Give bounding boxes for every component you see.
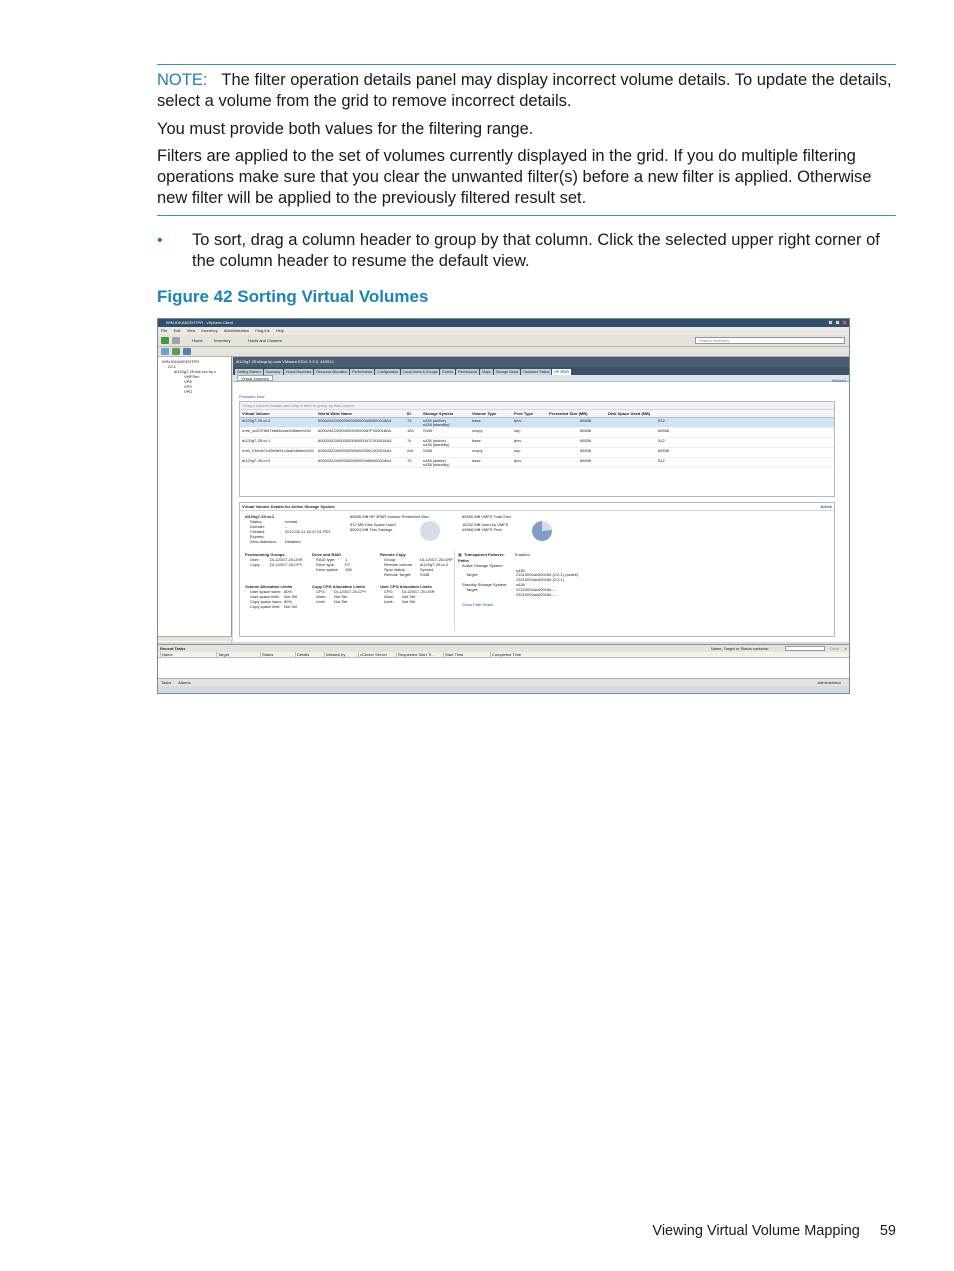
- created-label: Created:: [250, 529, 266, 534]
- inventory-tree: [158, 357, 232, 642]
- tree-vcenter[interactable]: WIN-IDKA8CEHTPR: [162, 359, 200, 364]
- menu-edit[interactable]: Edit: [173, 328, 181, 333]
- csl-label: Copy space limit:: [250, 604, 281, 609]
- cell-type: base: [472, 457, 481, 463]
- created-value: 2012-06-11 16:47:51 PDT: [285, 529, 331, 534]
- nav-hosts-clusters[interactable]: Hosts and Clusters: [248, 338, 282, 343]
- tab-hardware-status[interactable]: Hardware Status: [523, 370, 550, 374]
- cell-sys-standby: s438 (standby): [423, 462, 450, 467]
- forward-icon[interactable]: [172, 337, 180, 344]
- copy-cpg-warn-value: Not Set: [334, 594, 348, 599]
- close-icon[interactable]: [842, 320, 847, 325]
- cell-prov: snp: [514, 447, 521, 453]
- menu-bar: [158, 327, 849, 335]
- cell-id: 75: [407, 457, 412, 463]
- refresh-link[interactable]: Refresh: [831, 378, 846, 383]
- col-presented-size[interactable]: Presented Size (MB): [549, 411, 588, 416]
- paths-heading: Paths: [458, 558, 469, 563]
- cell-size: 65536: [580, 447, 592, 453]
- table-row[interactable]: [240, 428, 834, 438]
- cell-size: 65536: [580, 417, 592, 423]
- user-cpg-value: DL120G7-25-USR: [270, 557, 303, 562]
- add-host-icon[interactable]: [161, 348, 169, 355]
- thin-savings: 65024 MB Thin Savings: [350, 527, 393, 532]
- vsphere-screenshot: [157, 318, 850, 694]
- col-volume-type[interactable]: Volume Type: [472, 411, 497, 416]
- menu-help[interactable]: Help: [275, 328, 284, 333]
- expires-label: Expires:: [250, 534, 265, 539]
- minimize-icon[interactable]: [828, 320, 833, 325]
- drive-raid-heading: Drive and RAID: [312, 552, 342, 557]
- menu-administration[interactable]: Administration: [223, 328, 250, 333]
- note-paragraph: [157, 70, 899, 112]
- details-heading: [240, 503, 834, 511]
- tcol-start[interactable]: Start Time: [445, 652, 464, 657]
- figure-caption: Figure 42 Sorting Virtual Volumes: [157, 287, 429, 306]
- user-cpg-name-value: DL120G7-25-USR: [402, 589, 435, 594]
- object-header: dl120g7-25.sfaqa.hp.com VMware ESXi, 5.0.0, 469512: [233, 357, 850, 367]
- cell-id: 7c: [407, 437, 412, 443]
- usl-value: Not Set: [284, 594, 298, 599]
- cell-prov: tpvv: [514, 417, 522, 423]
- tasks-columns: [158, 652, 849, 658]
- grid-header: [240, 410, 834, 418]
- cell-prov: snp: [514, 427, 521, 433]
- active-target-1: 21010002ac0001b6 (2:2:1) (active): [516, 572, 579, 577]
- rc-sync-value: Synced: [420, 567, 434, 572]
- tab-maps[interactable]: Maps: [482, 370, 491, 374]
- col-wwn[interactable]: World Wide Name: [318, 411, 352, 416]
- cell-used: 65536: [658, 427, 670, 433]
- raid-value: 1: [345, 557, 348, 562]
- status-value: normal: [285, 519, 298, 524]
- bullet-text: To sort, drag a column header to group by that column. Click the selected upper right corner of the column header to resume the default view.: [192, 231, 880, 270]
- cell-type: base: [472, 437, 481, 443]
- volumes-grid: [239, 401, 835, 497]
- vv-name: dl120g7-25.vv.2: [245, 514, 275, 519]
- col-virtual-volume[interactable]: Virtual Volume: [242, 411, 270, 416]
- volume-pie-chart: [420, 521, 440, 541]
- tree-vm-1[interactable]: VMFSev: [184, 374, 200, 379]
- cell-sys: S436: [423, 447, 433, 453]
- note-top-rule: [157, 64, 896, 65]
- table-row[interactable]: [240, 458, 834, 468]
- alarms-tab[interactable]: Alarms: [178, 680, 191, 685]
- cell-used: 512: [658, 417, 665, 423]
- table-row[interactable]: [240, 418, 834, 428]
- search-input[interactable]: [695, 337, 845, 344]
- cell-vv: dl120g7-25.vv.2: [242, 417, 271, 423]
- cell-size: 65536: [580, 457, 592, 463]
- user-cpg-name-label: CPG:: [384, 589, 394, 594]
- usw-value: 80%: [284, 589, 293, 594]
- cell-vv: rmm_zcl237fb67e8d5c4ee2d6dee41W: [242, 427, 311, 433]
- tcol-name[interactable]: Name: [162, 652, 173, 657]
- cell-type: base: [472, 417, 481, 423]
- col-disk-used[interactable]: Disk Space Used (MB): [608, 411, 651, 416]
- vmfs-pie-chart: [532, 521, 552, 541]
- cell-id: 72: [407, 417, 412, 423]
- drive-speed-label: Drive speed:: [316, 567, 339, 572]
- details-heading-text: Virtual Volume Details for Active Storage System: [242, 504, 335, 509]
- copy-cpg-limit-value: Not Set: [334, 599, 348, 604]
- page-footer: [0, 1223, 896, 1239]
- tab-permissions[interactable]: Permissions: [458, 370, 478, 374]
- recent-tasks-title: Recent Tasks: [160, 646, 186, 651]
- tcol-details[interactable]: Details: [297, 652, 310, 657]
- cell-prov: tpvv: [514, 457, 522, 463]
- copy-cpg-limit-label: Limit:: [316, 599, 326, 604]
- tab-getting-started[interactable]: Getting Started: [237, 370, 261, 374]
- cell-wwn: 60002AC0000000000000200C000018A4: [318, 447, 392, 453]
- cell-wwn: 60002AC0000000000000040B000018A4: [318, 417, 392, 423]
- page-number: 59: [879, 1223, 896, 1239]
- cell-type: vcopy: [472, 427, 483, 433]
- usl-label: User space limit:: [250, 594, 280, 599]
- user-cpg-warn-label: Warn:: [384, 594, 395, 599]
- task-filter-input[interactable]: [785, 646, 825, 651]
- note-text: The filter operation details panel may display incorrect volume details. To update the details, select a volume from the grid to remove incorrect details.: [157, 71, 892, 110]
- status-label: Status:: [250, 519, 263, 524]
- note-label: NOTE:: [157, 71, 208, 89]
- failover-icon: ▦: [458, 552, 462, 557]
- task-clear-button[interactable]: Clear: [829, 646, 839, 651]
- standby-target-1: 22210002ac0001b6 ---: [516, 587, 557, 592]
- standby-ss-value: s438: [516, 582, 525, 587]
- tab-resource-allocation[interactable]: Resource Allocation: [316, 370, 348, 374]
- cell-vv: dl120g7-25.vv.1: [242, 437, 271, 443]
- tab-storage-views[interactable]: Storage Views: [495, 370, 519, 374]
- alerts-link[interactable]: Alerts: [820, 504, 832, 509]
- tree-vm-4[interactable]: VPD: [184, 389, 193, 394]
- cell-sys: s436 (active): [423, 437, 446, 443]
- table-row[interactable]: [240, 438, 834, 448]
- tree-datacenter[interactable]: DC1: [168, 364, 177, 369]
- group-drop-area[interactable]: Drag a column header and drop it here to group by that column: [240, 402, 834, 410]
- menu-inventory[interactable]: Inventory: [201, 328, 218, 333]
- rc-target-label: Remote Target:: [384, 572, 412, 577]
- tab-virtual-machines[interactable]: Virtual Machines: [285, 370, 312, 374]
- main-panel: [233, 357, 850, 642]
- standby-target-2: 23210002ac0001b6 ---: [516, 592, 557, 597]
- user-cpg-label: User:: [250, 557, 260, 562]
- tree-vm-2[interactable]: VP8: [184, 379, 192, 384]
- tcol-status[interactable]: Status: [262, 652, 274, 657]
- zero-detection-label: Zero-detection:: [250, 539, 277, 544]
- active-ss-label: Active Storage System:: [462, 563, 504, 568]
- task-filter-label: Name, Target or Status contains:: [710, 646, 769, 651]
- menu-view[interactable]: View: [186, 328, 196, 333]
- recent-tasks-panel: [158, 644, 849, 686]
- user-cpg-heading: User CPG Allocation Limits: [380, 584, 432, 589]
- vmfs-total: 65280 MB VMFS Total Size: [462, 514, 511, 519]
- cell-sys: s436 (active): [423, 457, 446, 463]
- window-title: [158, 319, 849, 327]
- drive-type-value: FC: [345, 562, 351, 567]
- nav-home[interactable]: Home: [192, 338, 203, 343]
- rc-group-value: DL120G7-25-GRP: [420, 557, 453, 562]
- footer-section: Viewing Virtual Volume Mapping: [652, 1223, 860, 1239]
- bullet-icon: •: [157, 232, 163, 249]
- cell-sys-standby: s438 (standby): [423, 422, 450, 427]
- prov-groups-heading: Provisioning Groups: [245, 552, 285, 557]
- cell-vv: dl120g7-25.vv.0: [242, 457, 271, 463]
- cell-size: 65536: [580, 437, 592, 443]
- refresh-icon[interactable]: [172, 348, 180, 355]
- tf-value: Enabled: [515, 552, 530, 557]
- tcol-initiated[interactable]: Initiated by: [326, 652, 346, 657]
- domain-value: -: [285, 524, 287, 529]
- tasks-tab[interactable]: Tasks: [161, 680, 172, 685]
- menu-file[interactable]: File: [161, 328, 168, 333]
- note-bottom-rule: [157, 215, 896, 216]
- cell-sys-standby: s438 (standby): [423, 442, 450, 447]
- standby-target-label: Target:: [466, 587, 479, 592]
- cell-vv: rmm_Eb0de7c49e0e91c4ea2d6dee41W: [242, 447, 314, 453]
- rc-sync-label: Sync status:: [384, 567, 406, 572]
- action-toolbar: [158, 347, 849, 357]
- zero-detection-value: Disabled: [285, 539, 301, 544]
- remote-copy-heading: Remote Copy: [380, 552, 406, 557]
- close-tasks-icon[interactable]: ×: [844, 646, 847, 651]
- status-user: Administrator: [817, 680, 841, 685]
- search-placeholder: Search Inventory: [699, 338, 730, 343]
- active-target-2: 23210002ac0001b6 (2:2:1): [516, 577, 565, 582]
- tab-summary[interactable]: Summary: [265, 370, 281, 374]
- maximize-icon[interactable]: [835, 320, 840, 325]
- show-path-detail-link[interactable]: Show Path Detail: [462, 602, 493, 607]
- col-prov-type[interactable]: Prov Type: [514, 411, 534, 416]
- rc-volume-label: Remote volume:: [384, 562, 414, 567]
- user-cpg-limit-label: Limit:: [384, 599, 394, 604]
- tf-label: Transparent Failover:: [464, 552, 505, 557]
- vmfs-free: 49968 MB VMFS Free: [462, 527, 502, 532]
- copy-cpg-name-label: CPG:: [316, 589, 326, 594]
- nav-inventory[interactable]: Inventory: [214, 338, 231, 343]
- col-storage-system[interactable]: Storage System: [423, 411, 454, 416]
- recent-tasks-header: [158, 645, 849, 652]
- details-divider: [454, 551, 455, 631]
- drive-speed-value: 15K: [345, 567, 353, 572]
- cell-type: vcopy: [472, 447, 483, 453]
- tree-scrollbar[interactable]: [158, 636, 232, 641]
- csw-value: 80%: [284, 599, 293, 604]
- drive-type-label: Drive type:: [316, 562, 336, 567]
- cell-used: 512: [658, 437, 665, 443]
- settings-icon[interactable]: [183, 348, 191, 355]
- note-paragraph-2: You must provide both values for the filtering range.: [157, 120, 534, 138]
- cell-sys: s436 (active): [423, 417, 446, 423]
- copy-cpg-name-value: DL120G7-25-CPY: [334, 589, 367, 594]
- menu-plugins[interactable]: Plug-ins: [255, 328, 270, 333]
- subtab-bar: [233, 375, 850, 382]
- domain-label: Domain:: [250, 524, 265, 529]
- raid-label: RAID type:: [316, 557, 336, 562]
- tcol-completed[interactable]: Completed Time: [492, 652, 522, 657]
- vol-alloc-heading: Volume Allocation Limits: [245, 584, 293, 589]
- tcol-vcenter[interactable]: vCenter Server: [360, 652, 387, 657]
- window-title-text: WIN-IDKA8CEHTPR - vSphere Client: [166, 320, 233, 325]
- vmfs-used: 15232 MB Used by VMFS: [462, 522, 509, 527]
- user-cpg-warn-value: Not Set: [402, 594, 416, 599]
- active-target-label: Target:: [466, 572, 479, 577]
- col-id[interactable]: ID: [407, 411, 411, 416]
- copy-cpg-value: DL120G7-25-CPY: [270, 562, 303, 567]
- csl-value: Not Set: [284, 604, 298, 609]
- copy-cpg-heading: Copy CPG Allocation Limits: [312, 584, 365, 589]
- csw-label: Copy space warn:: [250, 599, 283, 604]
- cell-wwn: 60002AC0000000000000047C000018A4: [318, 437, 392, 443]
- presented-size: 65536 MB HP 3PAR Volume Presented Size: [350, 514, 429, 519]
- tab-events[interactable]: Events: [442, 370, 454, 374]
- rc-target-value: S438: [420, 572, 430, 577]
- volume-details-panel: [239, 502, 835, 637]
- cell-id: 183: [407, 427, 414, 433]
- note-paragraph-3: Filters are applied to the set of volumes currently displayed in the grid. If you do multiple filtering operations make sure that you clear the unwanted filter(s) before a new filter is applied. Otherwise new filter will be applied to the previously filtered result set.: [157, 147, 872, 207]
- copy-cpg-warn-label: Warn:: [316, 594, 327, 599]
- tcol-target[interactable]: Target: [218, 652, 230, 657]
- cell-sys: S436: [423, 427, 433, 433]
- tab-hp-3par[interactable]: HP 3PAR: [554, 370, 569, 374]
- rc-volume-value: dl120g7-25.vv.2: [420, 562, 449, 567]
- subtab-virtual-volumes[interactable]: Virtual Volumes: [237, 375, 273, 381]
- status-bar: [158, 678, 849, 686]
- cell-used: 65536: [658, 447, 670, 453]
- standby-ss-label: Standby Storage System:: [462, 582, 508, 587]
- provision-link[interactable]: Provision New: [239, 394, 265, 399]
- tab-local-users[interactable]: Local Users & Groups: [403, 370, 438, 374]
- cell-wwn: 60002AC0000000000000046B000018A4: [318, 457, 392, 463]
- cell-id: 2c6: [407, 447, 414, 453]
- user-cpg-limit-value: Not Set: [402, 599, 416, 604]
- cell-used: 512: [658, 457, 665, 463]
- tab-configuration[interactable]: Configuration: [377, 370, 399, 374]
- cell-size: 65536: [580, 427, 592, 433]
- cell-prov: tpvv: [514, 437, 522, 443]
- cell-wwn: 60002AC0000000000000087F000018A4: [318, 427, 391, 433]
- copy-cpg-label: Copy:: [250, 562, 261, 567]
- back-icon[interactable]: [161, 337, 169, 344]
- active-ss-value: s436: [516, 568, 525, 573]
- disk-used: 512 MB Disk Space Used: [350, 522, 396, 527]
- tree-vm-3[interactable]: VP9: [184, 384, 192, 389]
- tab-performance[interactable]: Performance: [352, 370, 373, 374]
- rc-group-label: Group:: [384, 557, 397, 562]
- tcol-requested[interactable]: Requested Start Ti...: [398, 652, 435, 657]
- table-row[interactable]: [240, 448, 834, 458]
- tab-bar: [233, 367, 850, 375]
- tree-host[interactable]: dl120g7-25.sfa.xxx.hp.c: [174, 369, 217, 374]
- usw-label: User space warn:: [250, 589, 282, 594]
